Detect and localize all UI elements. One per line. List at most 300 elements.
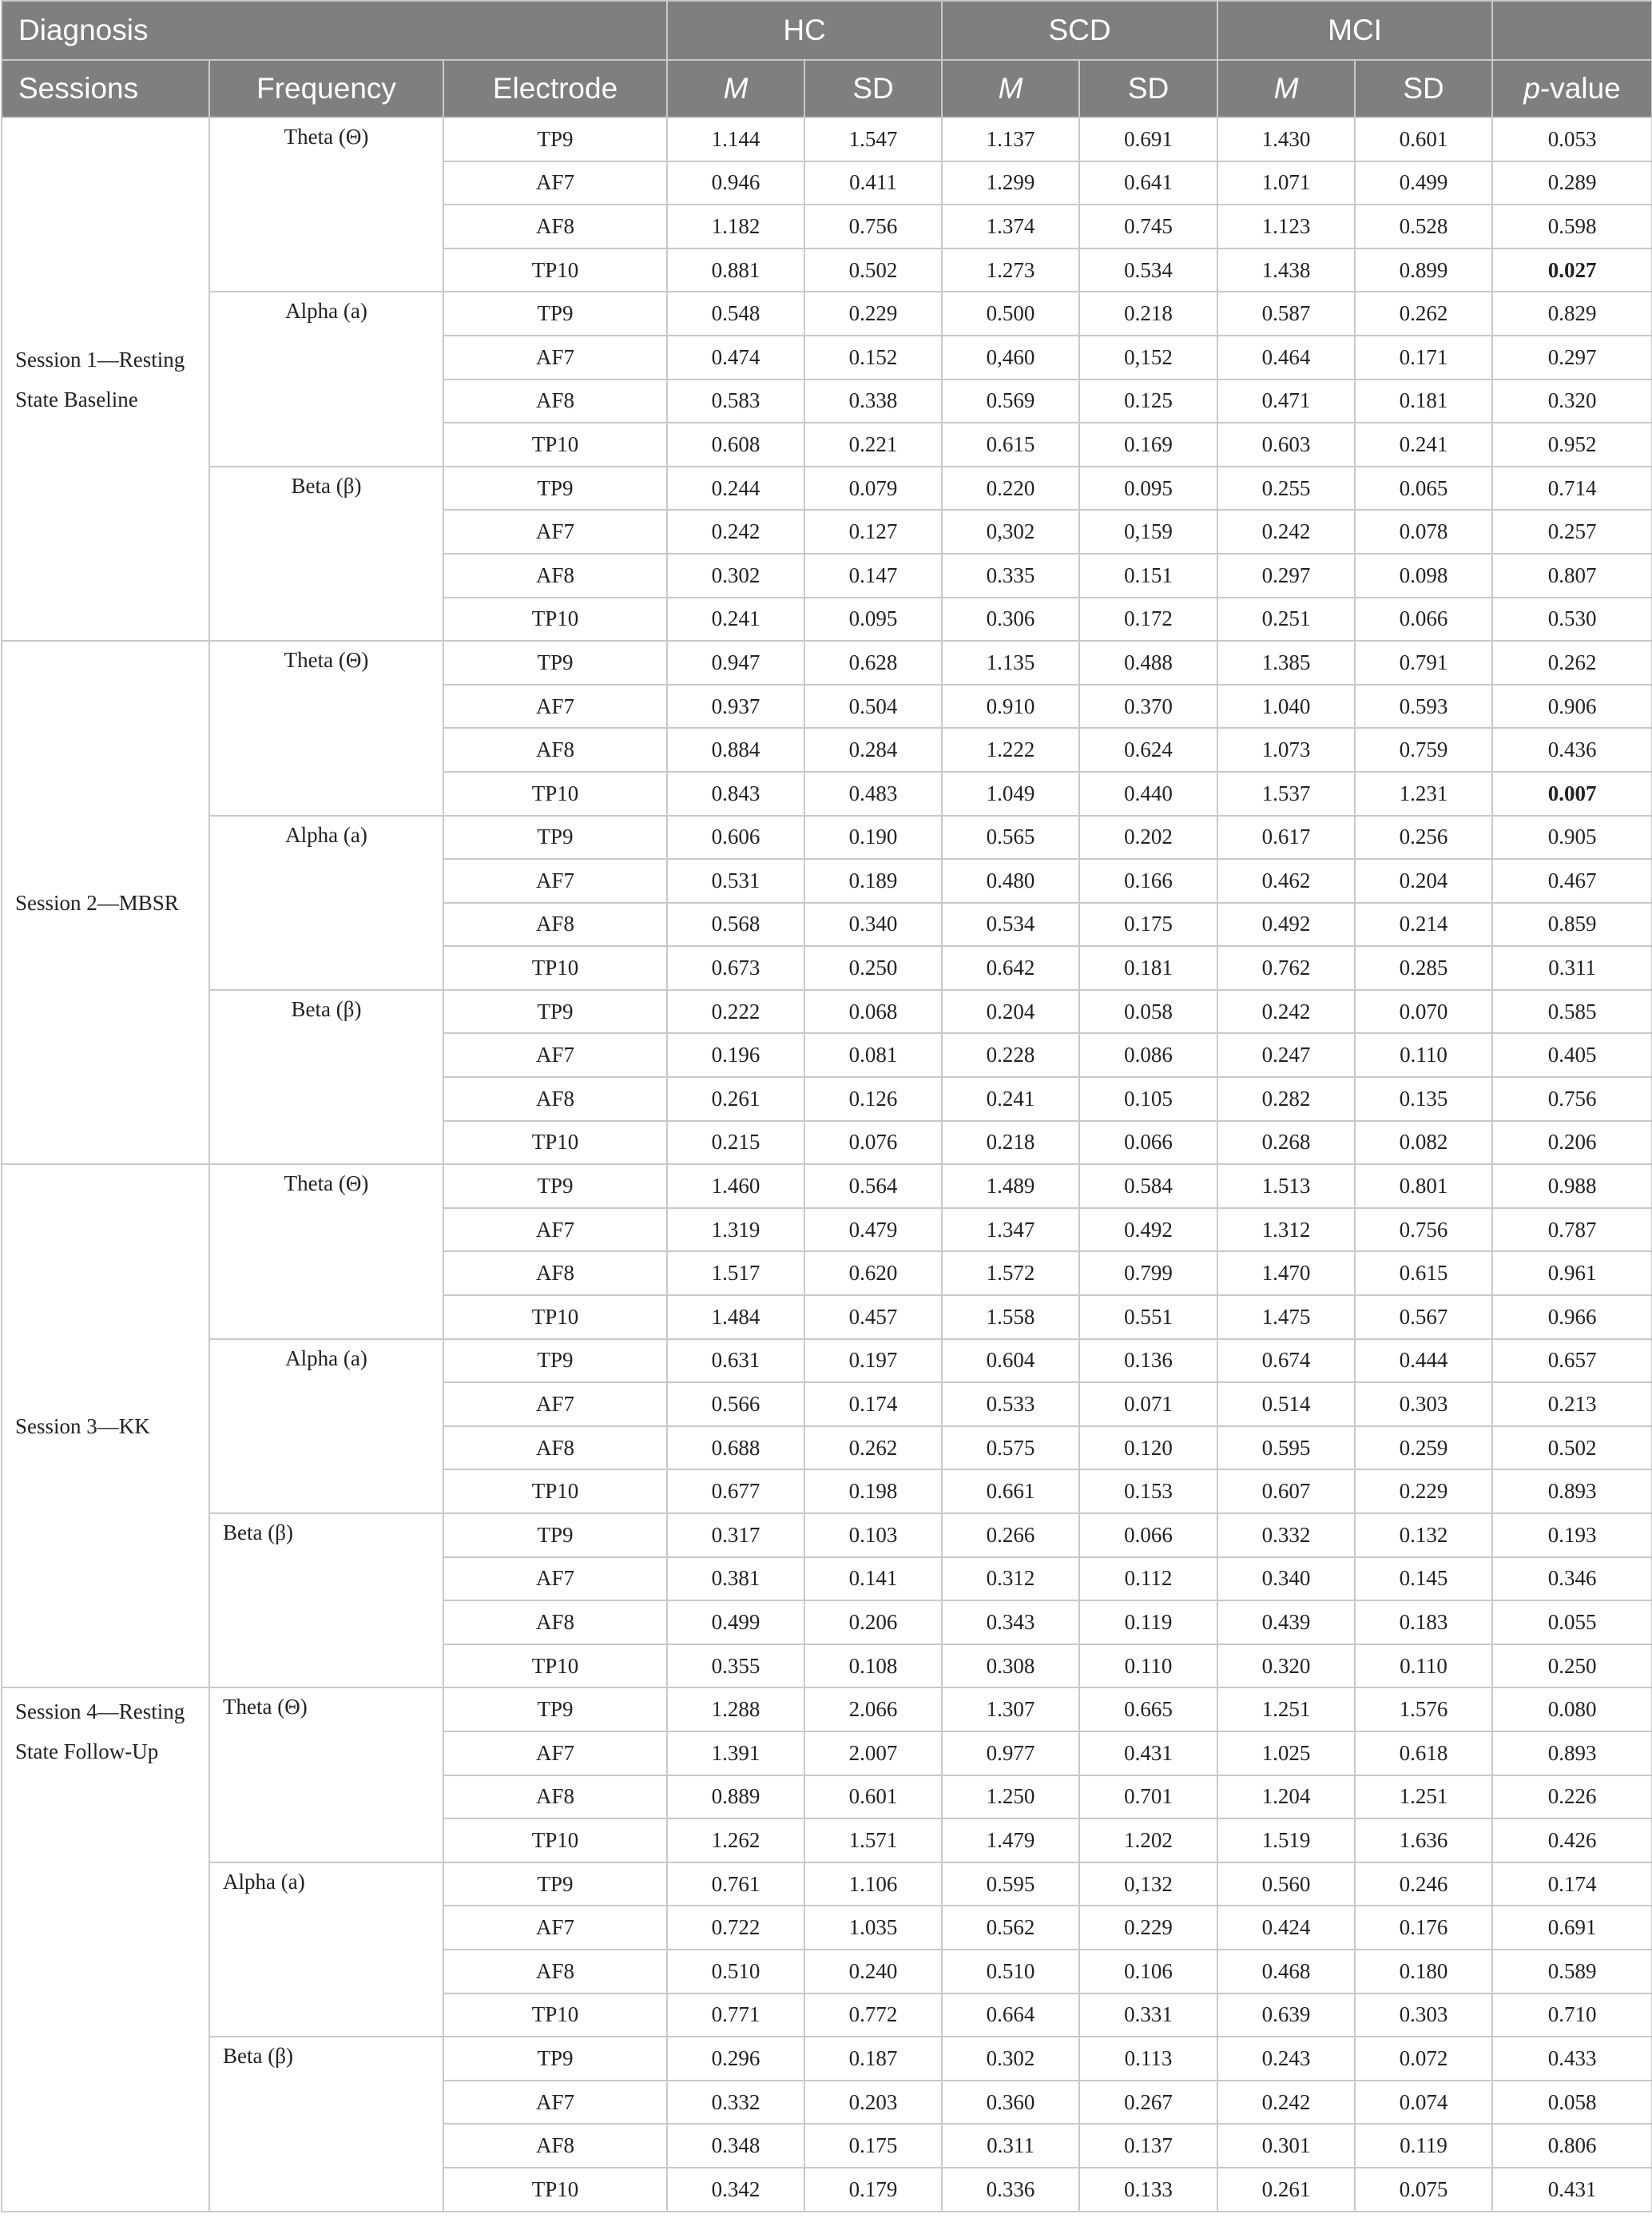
mci-sd-cell: 0.756: [1355, 1208, 1492, 1252]
mci-sd-cell: 0.183: [1355, 1600, 1492, 1644]
mci-sd-cell: 0.214: [1355, 903, 1492, 947]
scd-mean-cell: 0.311: [942, 2124, 1079, 2168]
p-value-cell: 0.174: [1492, 1862, 1652, 1906]
scd-sd-cell: 0.488: [1079, 641, 1217, 685]
hc-mean-cell: 0.241: [667, 598, 804, 642]
scd-mean-cell: 0.569: [942, 380, 1079, 423]
hc-sd-cell: 0.564: [804, 1164, 942, 1208]
mci-sd-cell: 0.066: [1355, 598, 1492, 642]
p-value-cell: 0.058: [1492, 2081, 1652, 2125]
electrode-cell: AF8: [443, 1775, 667, 1819]
electrode-cell: AF8: [443, 903, 667, 947]
mci-mean-cell: 0.242: [1217, 990, 1355, 1034]
hc-mean-cell: 0.302: [667, 554, 804, 598]
scd-sd-cell: 0.066: [1079, 1513, 1217, 1557]
mci-mean-cell: 1.025: [1217, 1731, 1355, 1775]
scd-sd-cell: 0.218: [1079, 292, 1217, 336]
mci-mean-cell: 1.430: [1217, 117, 1355, 161]
scd-sd-cell: 0.181: [1079, 946, 1217, 990]
scd-mean-cell: 0.661: [942, 1469, 1079, 1513]
mci-sd-cell: 0.601: [1355, 117, 1492, 161]
hc-sd-cell: 1.547: [804, 117, 942, 161]
mci-mean-cell: 0.639: [1217, 1993, 1355, 2037]
hc-sd-cell: 0.457: [804, 1295, 942, 1339]
scd-sd-cell: 0.370: [1079, 685, 1217, 729]
electrode-cell: AF8: [443, 1426, 667, 1470]
scd-sd-cell: 0.119: [1079, 1600, 1217, 1644]
scd-mean-cell: 0.220: [942, 467, 1079, 511]
scd-sd-cell: 0.106: [1079, 1950, 1217, 1993]
p-value-cell: 0.027: [1492, 248, 1652, 292]
hc-mean-cell: 0.771: [667, 1993, 804, 2037]
scd-sd-cell: 0.105: [1079, 1077, 1217, 1121]
p-value-cell: 0.589: [1492, 1950, 1652, 1993]
p-value-cell: 0.966: [1492, 1295, 1652, 1339]
hc-mean-cell: 0.937: [667, 685, 804, 729]
scd-mean-cell: 0,460: [942, 336, 1079, 380]
scd-mean-cell: 0,302: [942, 510, 1079, 554]
scd-mean-cell: 0.604: [942, 1339, 1079, 1383]
scd-sd-cell: 0.112: [1079, 1557, 1217, 1601]
mci-mean-cell: 0.297: [1217, 554, 1355, 598]
scd-mean-cell: 1.479: [942, 1819, 1079, 1862]
frequency-cell: Alpha (a): [209, 292, 443, 466]
mci-mean-cell: 1.312: [1217, 1208, 1355, 1252]
scd-sd-cell: 0.624: [1079, 728, 1217, 772]
mci-mean-cell: 0.468: [1217, 1950, 1355, 1993]
mci-sd-cell: 0.072: [1355, 2037, 1492, 2081]
p-value-cell: 0.289: [1492, 161, 1652, 205]
mci-mean-cell: 1.123: [1217, 205, 1355, 248]
hc-sd-cell: 0.340: [804, 903, 942, 947]
mean-label: M: [998, 72, 1023, 105]
hc-mean-cell: 0.761: [667, 1862, 804, 1906]
electrode-cell: AF8: [443, 1077, 667, 1121]
scd-sd-cell: 0.691: [1079, 117, 1217, 161]
mci-sd-cell: 0.110: [1355, 1644, 1492, 1688]
table-row: [2, 1513, 1652, 1557]
mci-sd-cell: 0.246: [1355, 1862, 1492, 1906]
hc-mean-cell: 1.319: [667, 1208, 804, 1252]
hc-mean-cell: 0.608: [667, 423, 804, 467]
mci-sd-cell: 1.231: [1355, 772, 1492, 816]
header-frequency: Frequency: [209, 60, 443, 117]
p-value-cell: 0.807: [1492, 554, 1652, 598]
scd-sd-cell: 0.151: [1079, 554, 1217, 598]
electrode-cell: AF7: [443, 1557, 667, 1601]
scd-sd-cell: 0.665: [1079, 1687, 1217, 1731]
scd-mean-cell: 0.308: [942, 1644, 1079, 1688]
scd-mean-cell: 0.500: [942, 292, 1079, 336]
hc-sd-cell: 0.152: [804, 336, 942, 380]
scd-sd-cell: 0.095: [1079, 467, 1217, 511]
hc-mean-cell: 0.215: [667, 1121, 804, 1165]
mci-sd-cell: 0.098: [1355, 554, 1492, 598]
hc-mean-cell: 1.517: [667, 1251, 804, 1295]
table-row: [2, 117, 1652, 161]
p-value-cell: 0.905: [1492, 816, 1652, 860]
header-hc-mean: [667, 60, 804, 117]
mci-mean-cell: 0.674: [1217, 1339, 1355, 1383]
electrode-cell: AF7: [443, 1208, 667, 1252]
scd-mean-cell: 1.135: [942, 641, 1079, 685]
electrode-cell: AF8: [443, 554, 667, 598]
mci-sd-cell: 0.082: [1355, 1121, 1492, 1165]
hc-sd-cell: 0.175: [804, 2124, 942, 2168]
scd-mean-cell: 0.336: [942, 2168, 1079, 2212]
mci-sd-cell: 0.303: [1355, 1382, 1492, 1426]
mci-mean-cell: 0.320: [1217, 1644, 1355, 1688]
mci-mean-cell: 0.462: [1217, 859, 1355, 903]
mci-mean-cell: 0.617: [1217, 816, 1355, 860]
p-value-cell: 0.320: [1492, 380, 1652, 423]
hc-mean-cell: 0.843: [667, 772, 804, 816]
hc-mean-cell: 0.677: [667, 1469, 804, 1513]
header-group-scd: SCD: [942, 1, 1217, 60]
mci-sd-cell: 0.801: [1355, 1164, 1492, 1208]
scd-sd-cell: 0.584: [1079, 1164, 1217, 1208]
p-value-cell: 0.346: [1492, 1557, 1652, 1601]
p-value-cell: 0.053: [1492, 117, 1652, 161]
session-cell: Session 1—Resting State Baseline: [2, 117, 209, 641]
p-value-cell: 0.806: [1492, 2124, 1652, 2168]
header-row-groups: [2, 1, 1652, 60]
scd-sd-cell: 0.120: [1079, 1426, 1217, 1470]
electrode-cell: AF8: [443, 380, 667, 423]
scd-sd-cell: 0.492: [1079, 1208, 1217, 1252]
mean-label: M: [723, 72, 749, 105]
electrode-cell: TP10: [443, 2168, 667, 2212]
hc-mean-cell: 1.182: [667, 205, 804, 248]
electrode-cell: TP10: [443, 1121, 667, 1165]
frequency-cell: Theta (Θ): [209, 1164, 443, 1338]
mci-mean-cell: 0.439: [1217, 1600, 1355, 1644]
electrode-cell: TP9: [443, 292, 667, 336]
p-value-cell: 0.787: [1492, 1208, 1652, 1252]
electrode-cell: TP10: [443, 772, 667, 816]
hc-mean-cell: 0.881: [667, 248, 804, 292]
mci-mean-cell: 0.492: [1217, 903, 1355, 947]
scd-mean-cell: 1.299: [942, 161, 1079, 205]
scd-sd-cell: 0.136: [1079, 1339, 1217, 1383]
p-value-cell: 0.530: [1492, 598, 1652, 642]
mci-mean-cell: 1.040: [1217, 685, 1355, 729]
hc-sd-cell: 0.250: [804, 946, 942, 990]
hc-sd-cell: 0.240: [804, 1950, 942, 1993]
hc-mean-cell: 0.317: [667, 1513, 804, 1557]
hc-sd-cell: 0.504: [804, 685, 942, 729]
header-hc-sd: SD: [804, 60, 942, 117]
mean-label: M: [1273, 72, 1299, 105]
scd-sd-cell: 0.113: [1079, 2037, 1217, 2081]
mci-mean-cell: 0.587: [1217, 292, 1355, 336]
hc-mean-cell: 0.947: [667, 641, 804, 685]
header-scd-mean: [942, 60, 1079, 117]
scd-mean-cell: 0.360: [942, 2081, 1079, 2125]
scd-sd-cell: 0.551: [1079, 1295, 1217, 1339]
scd-sd-cell: 0,132: [1079, 1862, 1217, 1906]
mci-mean-cell: 0.340: [1217, 1557, 1355, 1601]
scd-mean-cell: 0.204: [942, 990, 1079, 1034]
p-value-cell: 0.193: [1492, 1513, 1652, 1557]
mci-sd-cell: 0.528: [1355, 205, 1492, 248]
session-cell: Session 3—KK: [2, 1164, 209, 1687]
header-group-mci: MCI: [1217, 1, 1492, 60]
mci-sd-cell: 0.181: [1355, 380, 1492, 423]
header-blank: [1492, 1, 1652, 60]
mci-mean-cell: 1.073: [1217, 728, 1355, 772]
p-value-cell: 0.262: [1492, 641, 1652, 685]
scd-sd-cell: 0.153: [1079, 1469, 1217, 1513]
electrode-cell: AF7: [443, 1731, 667, 1775]
hc-sd-cell: 0.190: [804, 816, 942, 860]
mci-sd-cell: 0.899: [1355, 248, 1492, 292]
hc-sd-cell: 0.756: [804, 205, 942, 248]
header-row-columns: [2, 60, 1652, 117]
electrode-cell: TP9: [443, 1339, 667, 1383]
scd-mean-cell: 0.241: [942, 1077, 1079, 1121]
electrode-cell: AF8: [443, 1600, 667, 1644]
hc-sd-cell: 0.483: [804, 772, 942, 816]
scd-mean-cell: 0.562: [942, 1906, 1079, 1950]
hc-mean-cell: 0.722: [667, 1906, 804, 1950]
scd-sd-cell: 0.745: [1079, 205, 1217, 248]
hc-mean-cell: 0.631: [667, 1339, 804, 1383]
mci-mean-cell: 0.560: [1217, 1862, 1355, 1906]
results-table: [1, 0, 1652, 2212]
electrode-cell: AF7: [443, 685, 667, 729]
scd-mean-cell: 1.307: [942, 1687, 1079, 1731]
mci-sd-cell: 0.132: [1355, 1513, 1492, 1557]
scd-mean-cell: 1.374: [942, 205, 1079, 248]
mci-sd-cell: 1.251: [1355, 1775, 1492, 1819]
hc-mean-cell: 0.889: [667, 1775, 804, 1819]
electrode-cell: AF8: [443, 1950, 667, 1993]
electrode-cell: TP9: [443, 990, 667, 1034]
electrode-cell: TP9: [443, 1687, 667, 1731]
hc-mean-cell: 0.196: [667, 1033, 804, 1077]
table-row: [2, 2037, 1652, 2081]
mci-sd-cell: 0.444: [1355, 1339, 1492, 1383]
hc-mean-cell: 0.474: [667, 336, 804, 380]
p-value-cell: 0.502: [1492, 1426, 1652, 1470]
hc-mean-cell: 0.222: [667, 990, 804, 1034]
mci-mean-cell: 0.247: [1217, 1033, 1355, 1077]
frequency-cell: Theta (Θ): [209, 1687, 443, 1862]
scd-sd-cell: 0.086: [1079, 1033, 1217, 1077]
electrode-cell: TP9: [443, 1164, 667, 1208]
mci-mean-cell: 0.251: [1217, 598, 1355, 642]
scd-sd-cell: 0.169: [1079, 423, 1217, 467]
table-row: [2, 292, 1652, 336]
hc-sd-cell: 0.221: [804, 423, 942, 467]
scd-sd-cell: 0.175: [1079, 903, 1217, 947]
mci-sd-cell: 0.065: [1355, 467, 1492, 511]
p-value-cell: 0.007: [1492, 772, 1652, 816]
electrode-cell: TP9: [443, 117, 667, 161]
hc-mean-cell: 0.510: [667, 1950, 804, 1993]
mci-mean-cell: 0.261: [1217, 2168, 1355, 2212]
header-p-value: [1492, 60, 1652, 117]
electrode-cell: TP9: [443, 1513, 667, 1557]
hc-sd-cell: 0.198: [804, 1469, 942, 1513]
hc-sd-cell: 0.628: [804, 641, 942, 685]
frequency-cell: Theta (Θ): [209, 117, 443, 292]
mci-mean-cell: 1.071: [1217, 161, 1355, 205]
hc-mean-cell: 1.391: [667, 1731, 804, 1775]
p-value-cell: 0.055: [1492, 1600, 1652, 1644]
hc-sd-cell: 0.284: [804, 728, 942, 772]
p-value-cell: 0.585: [1492, 990, 1652, 1034]
mci-sd-cell: 0.075: [1355, 2168, 1492, 2212]
frequency-cell: Beta (β): [209, 990, 443, 1164]
hc-sd-cell: 2.066: [804, 1687, 942, 1731]
scd-mean-cell: 0.910: [942, 685, 1079, 729]
hc-sd-cell: 0.772: [804, 1993, 942, 2037]
hc-mean-cell: 0.568: [667, 903, 804, 947]
p-value-cell: 0.426: [1492, 1819, 1652, 1862]
electrode-cell: TP9: [443, 641, 667, 685]
mci-mean-cell: 0.268: [1217, 1121, 1355, 1165]
mci-mean-cell: 0.301: [1217, 2124, 1355, 2168]
frequency-cell: Beta (β): [209, 1513, 443, 1687]
mci-mean-cell: 1.537: [1217, 772, 1355, 816]
scd-mean-cell: 0.228: [942, 1033, 1079, 1077]
hc-mean-cell: 1.288: [667, 1687, 804, 1731]
p-value-cell: 0.691: [1492, 1906, 1652, 1950]
hc-sd-cell: 0.179: [804, 2168, 942, 2212]
scd-mean-cell: 1.347: [942, 1208, 1079, 1252]
hc-sd-cell: 0.197: [804, 1339, 942, 1383]
scd-sd-cell: 0.701: [1079, 1775, 1217, 1819]
hc-sd-cell: 0.174: [804, 1382, 942, 1426]
p-value-cell: 0.206: [1492, 1121, 1652, 1165]
hc-sd-cell: 2.007: [804, 1731, 942, 1775]
p-value-cell: 0.213: [1492, 1382, 1652, 1426]
hc-sd-cell: 0.502: [804, 248, 942, 292]
header-scd-sd: SD: [1079, 60, 1217, 117]
p-value-cell: 0.311: [1492, 946, 1652, 990]
session-cell: Session 2—MBSR: [2, 641, 209, 1164]
mci-mean-cell: 1.519: [1217, 1819, 1355, 1862]
scd-sd-cell: 0.431: [1079, 1731, 1217, 1775]
mci-sd-cell: 0.176: [1355, 1906, 1492, 1950]
hc-mean-cell: 1.484: [667, 1295, 804, 1339]
table-row: [2, 1862, 1652, 1906]
electrode-cell: TP10: [443, 248, 667, 292]
p-value-cell: 0.080: [1492, 1687, 1652, 1731]
hc-sd-cell: 0.079: [804, 467, 942, 511]
p-value-cell: 0.906: [1492, 685, 1652, 729]
scd-sd-cell: 0.534: [1079, 248, 1217, 292]
electrode-cell: TP9: [443, 467, 667, 511]
electrode-cell: TP9: [443, 816, 667, 860]
mci-sd-cell: 0.499: [1355, 161, 1492, 205]
mci-sd-cell: 0.303: [1355, 1993, 1492, 2037]
hc-sd-cell: 0.338: [804, 380, 942, 423]
electrode-cell: AF7: [443, 336, 667, 380]
frequency-cell: Alpha (a): [209, 1339, 443, 1513]
hc-mean-cell: 0.566: [667, 1382, 804, 1426]
scd-mean-cell: 0.480: [942, 859, 1079, 903]
scd-sd-cell: 0.440: [1079, 772, 1217, 816]
electrode-cell: TP10: [443, 1819, 667, 1862]
hc-sd-cell: 0.262: [804, 1426, 942, 1470]
scd-mean-cell: 0.335: [942, 554, 1079, 598]
mci-mean-cell: 0.603: [1217, 423, 1355, 467]
mci-sd-cell: 1.636: [1355, 1819, 1492, 1862]
scd-sd-cell: 0.331: [1079, 1993, 1217, 2037]
p-value-cell: 0.714: [1492, 467, 1652, 511]
hc-sd-cell: 0.068: [804, 990, 942, 1034]
scd-sd-cell: 0,159: [1079, 510, 1217, 554]
mci-sd-cell: 0.229: [1355, 1469, 1492, 1513]
scd-sd-cell: 0.058: [1079, 990, 1217, 1034]
hc-sd-cell: 0.479: [804, 1208, 942, 1252]
mci-mean-cell: 1.438: [1217, 248, 1355, 292]
scd-mean-cell: 0.595: [942, 1862, 1079, 1906]
hc-mean-cell: 0.348: [667, 2124, 804, 2168]
hc-sd-cell: 1.035: [804, 1906, 942, 1950]
table-body: [2, 117, 1652, 2212]
scd-mean-cell: 0.218: [942, 1121, 1079, 1165]
mci-mean-cell: 0.242: [1217, 510, 1355, 554]
scd-mean-cell: 1.273: [942, 248, 1079, 292]
hc-sd-cell: 0.189: [804, 859, 942, 903]
scd-sd-cell: 0.133: [1079, 2168, 1217, 2212]
mci-sd-cell: 0.593: [1355, 685, 1492, 729]
scd-mean-cell: 1.222: [942, 728, 1079, 772]
hc-mean-cell: 0.531: [667, 859, 804, 903]
hc-sd-cell: 0.601: [804, 1775, 942, 1819]
electrode-cell: AF8: [443, 2124, 667, 2168]
hc-mean-cell: 0.548: [667, 292, 804, 336]
p-value-cell: 0.297: [1492, 336, 1652, 380]
mci-sd-cell: 0.074: [1355, 2081, 1492, 2125]
p-value-cell: 0.657: [1492, 1339, 1652, 1383]
mci-sd-cell: 0.615: [1355, 1251, 1492, 1295]
electrode-cell: TP10: [443, 423, 667, 467]
electrode-cell: AF7: [443, 2081, 667, 2125]
scd-mean-cell: 0.312: [942, 1557, 1079, 1601]
hc-sd-cell: 0.108: [804, 1644, 942, 1688]
mci-mean-cell: 0.595: [1217, 1426, 1355, 1470]
p-label: p: [1523, 72, 1540, 105]
mci-mean-cell: 0.464: [1217, 336, 1355, 380]
scd-sd-cell: 1.202: [1079, 1819, 1217, 1862]
p-value-cell: 0.961: [1492, 1251, 1652, 1295]
frequency-cell: Beta (β): [209, 467, 443, 641]
hc-mean-cell: 0.381: [667, 1557, 804, 1601]
p-value-cell: 0.829: [1492, 292, 1652, 336]
hc-mean-cell: 0.884: [667, 728, 804, 772]
hc-mean-cell: 0.355: [667, 1644, 804, 1688]
p-value-cell: 0.859: [1492, 903, 1652, 947]
scd-mean-cell: 0.510: [942, 1950, 1079, 1993]
scd-sd-cell: 0.066: [1079, 1121, 1217, 1165]
p-value-cell: 0.433: [1492, 2037, 1652, 2081]
mci-mean-cell: 1.204: [1217, 1775, 1355, 1819]
p-value-cell: 0.226: [1492, 1775, 1652, 1819]
header-mci-mean: [1217, 60, 1355, 117]
electrode-cell: TP10: [443, 1644, 667, 1688]
p-suffix: -value: [1539, 72, 1621, 105]
p-value-cell: 0.893: [1492, 1469, 1652, 1513]
mci-sd-cell: 0.204: [1355, 859, 1492, 903]
hc-sd-cell: 0.095: [804, 598, 942, 642]
scd-mean-cell: 0.302: [942, 2037, 1079, 2081]
hc-mean-cell: 0.946: [667, 161, 804, 205]
